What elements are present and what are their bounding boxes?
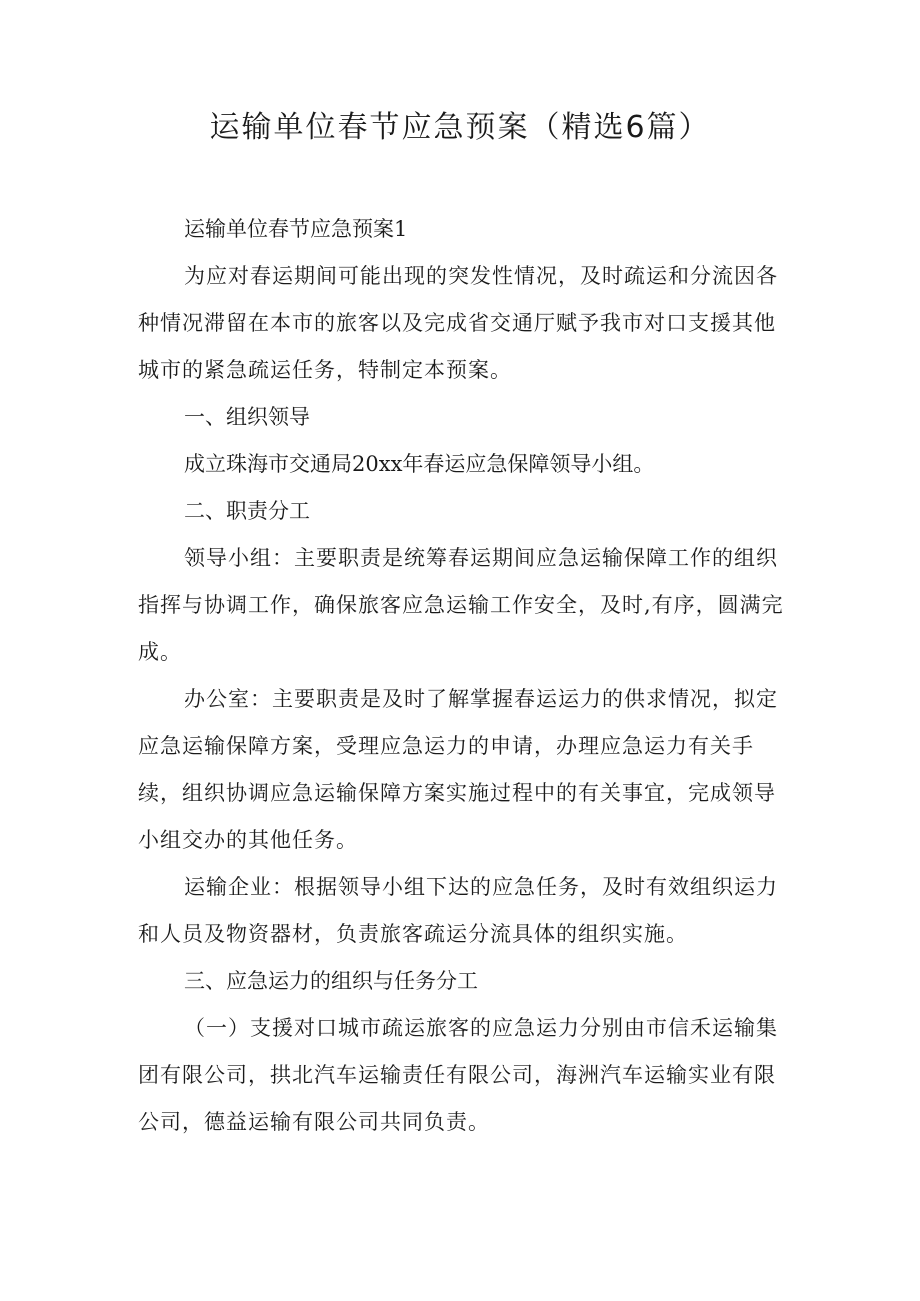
heading-organization: 一、组织领导	[184, 405, 310, 429]
paragraph-enterprise: 运输企业：根据领导小组下达的应急任务，及时有效组织运力和人员及物资器材，负责旅客疏运分流具体的组织实施。	[138, 875, 778, 946]
document-title: 运输单位春节应急预案（精选6篇）	[209, 110, 711, 145]
heading-emergency-capacity: 三、应急运力的组织与任务分工	[184, 969, 478, 993]
section-subtitle: 运输单位春节应急预案1	[184, 217, 408, 241]
heading-responsibilities: 二、职责分工	[184, 499, 310, 523]
document-body	[138, 206, 786, 1146]
paragraph-organization: 成立珠海市交通局20xx年春运应急保障领导小组。	[184, 452, 655, 476]
paragraph-office: 办公室：主要职责是及时了解掌握春运运力的供求情况，拟定应急运输保障方案，受理应急运力的申请，办理应急运力有关手续，组织协调应急运输保障方案实施过程中的有关事宜，完成领导小组交办的其他任务。	[138, 687, 778, 852]
paragraph-leader-group: 领导小组：主要职责是统筹春运期间应急运输保障工作的组织指挥与协调工作，确保旅客应急运输工作安全，及时,有序，圆满完成。	[138, 546, 784, 664]
paragraph-intro: 为应对春运期间可能出现的突发性情况，及时疏运和分流因各种情况滞留在本市的旅客以及完成省交通厅赋予我市对口支援其他城市的紧急疏运任务，特制定本预案。	[138, 264, 778, 382]
paragraph-support: （一）支援对口城市疏运旅客的应急运力分别由市信禾运输集团有限公司，拱北汽车运输责任有限公司，海洲汽车运输实业有限公司，德益运输有限公司共同负责。	[138, 1016, 778, 1134]
